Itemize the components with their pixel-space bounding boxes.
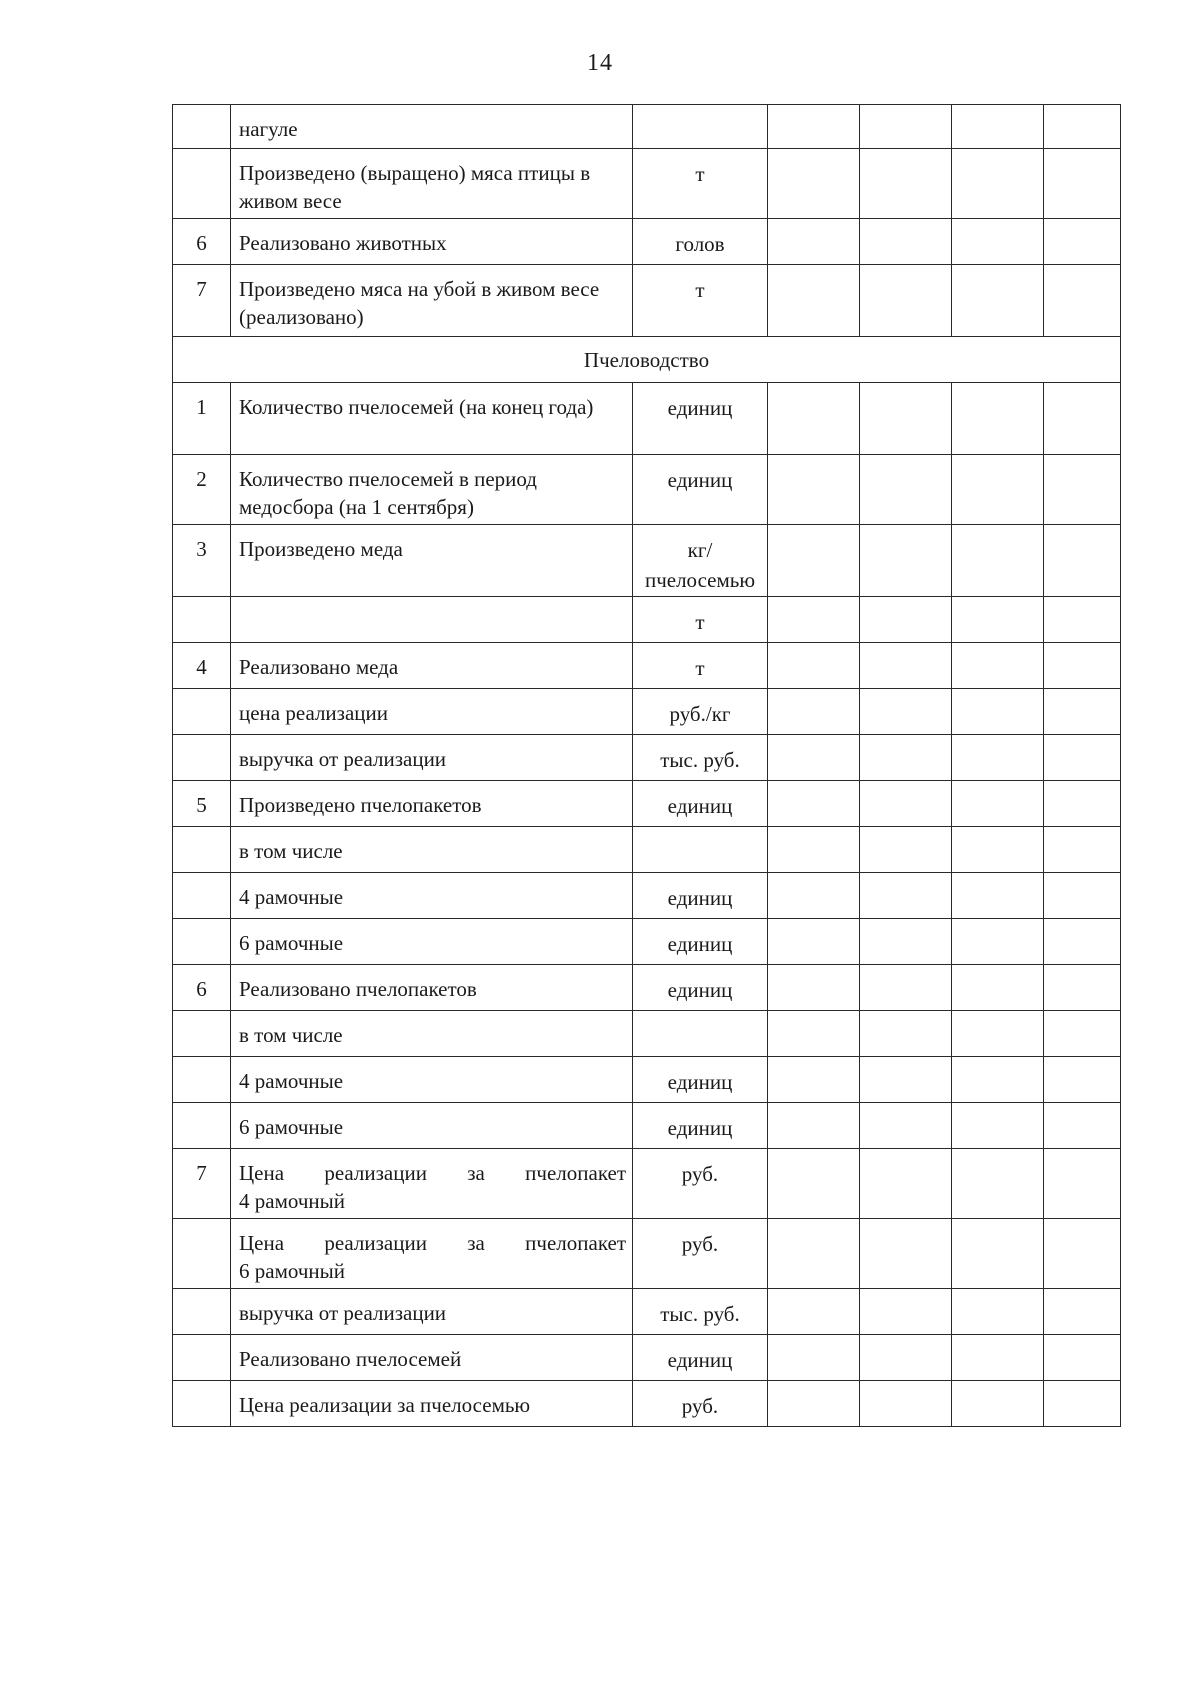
- value-cell: [768, 1057, 860, 1103]
- indicator-name: 4 рамочные: [231, 1057, 633, 1103]
- value-cell: [860, 735, 952, 781]
- value-cell: [768, 1011, 860, 1057]
- value-cell: [768, 735, 860, 781]
- row-number: [173, 873, 231, 919]
- value-cell: [860, 1335, 952, 1381]
- value-cell: [952, 597, 1044, 643]
- unit-cell: единиц: [633, 1103, 768, 1149]
- row-number: [173, 689, 231, 735]
- table-row: [173, 1381, 1121, 1427]
- value-cell: [860, 1381, 952, 1427]
- indicator-word: за: [467, 1231, 485, 1255]
- unit-cell: единиц: [633, 1057, 768, 1103]
- indicator-word: реализации: [324, 1161, 427, 1185]
- indicator-name: Количество пчелосемей (на конец года): [231, 383, 633, 455]
- row-number: 3: [173, 525, 231, 597]
- indicator-name: Произведено пчелопакетов: [231, 781, 633, 827]
- value-cell: [952, 827, 1044, 873]
- value-cell: [1044, 525, 1121, 597]
- value-cell: [952, 1381, 1044, 1427]
- indicator-word: Цена: [239, 1161, 285, 1185]
- report-table: [172, 104, 1121, 1427]
- value-cell: [952, 689, 1044, 735]
- unit-cell: единиц: [633, 919, 768, 965]
- unit-cell: единиц: [633, 873, 768, 919]
- unit-cell: руб./кг: [633, 689, 768, 735]
- value-cell: [768, 1149, 860, 1219]
- value-cell: [860, 265, 952, 337]
- value-cell: [1044, 383, 1121, 455]
- table-row: [173, 643, 1121, 689]
- value-cell: [860, 1149, 952, 1219]
- table-row: [173, 1335, 1121, 1381]
- section-row: [173, 337, 1121, 383]
- table-row: [173, 105, 1121, 149]
- value-cell: [952, 873, 1044, 919]
- value-cell: [860, 1011, 952, 1057]
- value-cell: [1044, 1381, 1121, 1427]
- indicator-name: выручка от реализации: [231, 1289, 633, 1335]
- row-number: [173, 1219, 231, 1289]
- value-cell: [952, 455, 1044, 525]
- unit-cell: голов: [633, 219, 768, 265]
- indicator-name: [231, 597, 633, 643]
- row-number: 6: [173, 219, 231, 265]
- value-cell: [1044, 781, 1121, 827]
- value-cell: [952, 265, 1044, 337]
- value-cell: [768, 1103, 860, 1149]
- value-cell: [952, 1149, 1044, 1219]
- indicator-name: [231, 1219, 633, 1289]
- indicator-name: Реализовано меда: [231, 643, 633, 689]
- value-cell: [860, 1219, 952, 1289]
- value-cell: [952, 1289, 1044, 1335]
- value-cell: [768, 873, 860, 919]
- value-cell: [768, 1335, 860, 1381]
- table-row: [173, 1289, 1121, 1335]
- unit-cell: т: [633, 149, 768, 219]
- table-row: [173, 455, 1121, 525]
- value-cell: [860, 1289, 952, 1335]
- value-cell: [768, 597, 860, 643]
- table-row: [173, 689, 1121, 735]
- unit-cell: руб.: [633, 1219, 768, 1289]
- value-cell: [860, 965, 952, 1011]
- value-cell: [1044, 1219, 1121, 1289]
- value-cell: [952, 105, 1044, 149]
- row-number: [173, 827, 231, 873]
- value-cell: [1044, 919, 1121, 965]
- unit-cell: единиц: [633, 965, 768, 1011]
- table-row: [173, 1057, 1121, 1103]
- indicator-name-line1: [239, 1159, 626, 1187]
- table-row: [173, 383, 1121, 455]
- indicator-name: Реализовано пчелосемей: [231, 1335, 633, 1381]
- value-cell: [768, 643, 860, 689]
- value-cell: [860, 827, 952, 873]
- value-cell: [952, 1335, 1044, 1381]
- unit-cell: тыс. руб.: [633, 735, 768, 781]
- unit-cell: руб.: [633, 1149, 768, 1219]
- table-row: [173, 1219, 1121, 1289]
- unit-cell: [633, 1011, 768, 1057]
- value-cell: [860, 455, 952, 525]
- value-cell: [1044, 455, 1121, 525]
- indicator-word: пчелопакет: [525, 1161, 626, 1185]
- row-number: 4: [173, 643, 231, 689]
- value-cell: [1044, 597, 1121, 643]
- value-cell: [860, 149, 952, 219]
- row-number: [173, 1103, 231, 1149]
- value-cell: [768, 149, 860, 219]
- value-cell: [1044, 827, 1121, 873]
- value-cell: [952, 219, 1044, 265]
- row-number: [173, 1057, 231, 1103]
- indicator-name: в том числе: [231, 1011, 633, 1057]
- value-cell: [1044, 1289, 1121, 1335]
- indicator-name: Количество пчелосемей в период медосбора (на 1 сентября): [231, 455, 633, 525]
- value-cell: [860, 919, 952, 965]
- value-cell: [768, 1289, 860, 1335]
- value-cell: [1044, 1011, 1121, 1057]
- unit-cell: единиц: [633, 1335, 768, 1381]
- unit-cell: единиц: [633, 383, 768, 455]
- value-cell: [1044, 1149, 1121, 1219]
- value-cell: [768, 1219, 860, 1289]
- value-cell: [768, 265, 860, 337]
- table-row: [173, 149, 1121, 219]
- indicator-name-line1: [239, 1229, 626, 1257]
- value-cell: [1044, 689, 1121, 735]
- value-cell: [1044, 643, 1121, 689]
- value-cell: [1044, 149, 1121, 219]
- value-cell: [860, 525, 952, 597]
- table-row: [173, 1149, 1121, 1219]
- value-cell: [1044, 1103, 1121, 1149]
- value-cell: [860, 643, 952, 689]
- indicator-word: Цена: [239, 1231, 285, 1255]
- value-cell: [1044, 105, 1121, 149]
- unit-cell: единиц: [633, 781, 768, 827]
- value-cell: [952, 919, 1044, 965]
- value-cell: [860, 873, 952, 919]
- indicator-name: выручка от реализации: [231, 735, 633, 781]
- value-cell: [1044, 873, 1121, 919]
- row-number: 2: [173, 455, 231, 525]
- value-cell: [768, 105, 860, 149]
- table-row: [173, 827, 1121, 873]
- value-cell: [952, 1219, 1044, 1289]
- indicator-name: Произведено мяса на убой в живом весе (реализовано): [231, 265, 633, 337]
- value-cell: [952, 643, 1044, 689]
- table-row: [173, 919, 1121, 965]
- value-cell: [1044, 735, 1121, 781]
- value-cell: [952, 1103, 1044, 1149]
- row-number: [173, 1011, 231, 1057]
- value-cell: [860, 781, 952, 827]
- indicator-word: за: [467, 1161, 485, 1185]
- value-cell: [768, 689, 860, 735]
- value-cell: [860, 383, 952, 455]
- table-row: [173, 1103, 1121, 1149]
- page-number: 14: [587, 50, 613, 76]
- row-number: 5: [173, 781, 231, 827]
- value-cell: [768, 525, 860, 597]
- indicator-name: Реализовано пчелопакетов: [231, 965, 633, 1011]
- value-cell: [952, 965, 1044, 1011]
- unit-cell: тыс. руб.: [633, 1289, 768, 1335]
- indicator-name: нагуле: [231, 105, 633, 149]
- indicator-name: 4 рамочные: [231, 873, 633, 919]
- value-cell: [952, 735, 1044, 781]
- row-number: 6: [173, 965, 231, 1011]
- value-cell: [860, 597, 952, 643]
- indicator-name: Цена реализации за пчелосемью: [231, 1381, 633, 1427]
- value-cell: [1044, 1057, 1121, 1103]
- table-row: [173, 597, 1121, 643]
- value-cell: [860, 1057, 952, 1103]
- value-cell: [952, 149, 1044, 219]
- row-number: [173, 1381, 231, 1427]
- value-cell: [768, 455, 860, 525]
- value-cell: [768, 1381, 860, 1427]
- value-cell: [768, 919, 860, 965]
- row-number: [173, 735, 231, 781]
- value-cell: [1044, 265, 1121, 337]
- value-cell: [1044, 219, 1121, 265]
- indicator-name-line2: 4 рамочный: [239, 1189, 345, 1213]
- row-number: [173, 105, 231, 149]
- unit-cell: т: [633, 597, 768, 643]
- row-number: 7: [173, 1149, 231, 1219]
- table-row: [173, 265, 1121, 337]
- value-cell: [1044, 965, 1121, 1011]
- value-cell: [860, 689, 952, 735]
- value-cell: [768, 827, 860, 873]
- section-title: Пчеловодство: [173, 337, 1121, 383]
- table-row: [173, 873, 1121, 919]
- value-cell: [768, 965, 860, 1011]
- indicator-name-line2: 6 рамочный: [239, 1259, 345, 1283]
- table-row: [173, 525, 1121, 597]
- unit-cell: руб.: [633, 1381, 768, 1427]
- row-number: 7: [173, 265, 231, 337]
- table-row: [173, 219, 1121, 265]
- value-cell: [952, 781, 1044, 827]
- value-cell: [952, 1011, 1044, 1057]
- row-number: 1: [173, 383, 231, 455]
- table-row: [173, 1011, 1121, 1057]
- row-number: [173, 597, 231, 643]
- row-number: [173, 919, 231, 965]
- table-row: [173, 735, 1121, 781]
- unit-cell: т: [633, 265, 768, 337]
- value-cell: [1044, 1335, 1121, 1381]
- value-cell: [952, 1057, 1044, 1103]
- value-cell: [768, 219, 860, 265]
- value-cell: [768, 383, 860, 455]
- unit-cell: т: [633, 643, 768, 689]
- row-number: [173, 1289, 231, 1335]
- indicator-name: 6 рамочные: [231, 919, 633, 965]
- table-row: [173, 781, 1121, 827]
- indicator-name: в том числе: [231, 827, 633, 873]
- value-cell: [860, 219, 952, 265]
- indicator-name: Произведено меда: [231, 525, 633, 597]
- unit-cell: [633, 827, 768, 873]
- indicator-name: 6 рамочные: [231, 1103, 633, 1149]
- row-number: [173, 1335, 231, 1381]
- value-cell: [768, 781, 860, 827]
- unit-cell: единиц: [633, 455, 768, 525]
- value-cell: [952, 525, 1044, 597]
- indicator-word: реализации: [324, 1231, 427, 1255]
- value-cell: [860, 105, 952, 149]
- indicator-word: пчелопакет: [525, 1231, 626, 1255]
- unit-cell: кг/ пчелосемью: [633, 525, 768, 597]
- indicator-name: Произведено (выращено) мяса птицы в живом весе: [231, 149, 633, 219]
- unit-cell: [633, 105, 768, 149]
- value-cell: [860, 1103, 952, 1149]
- indicator-name: [231, 1149, 633, 1219]
- table-row: [173, 965, 1121, 1011]
- indicator-name: цена реализации: [231, 689, 633, 735]
- row-number: [173, 149, 231, 219]
- indicator-name: Реализовано животных: [231, 219, 633, 265]
- value-cell: [952, 383, 1044, 455]
